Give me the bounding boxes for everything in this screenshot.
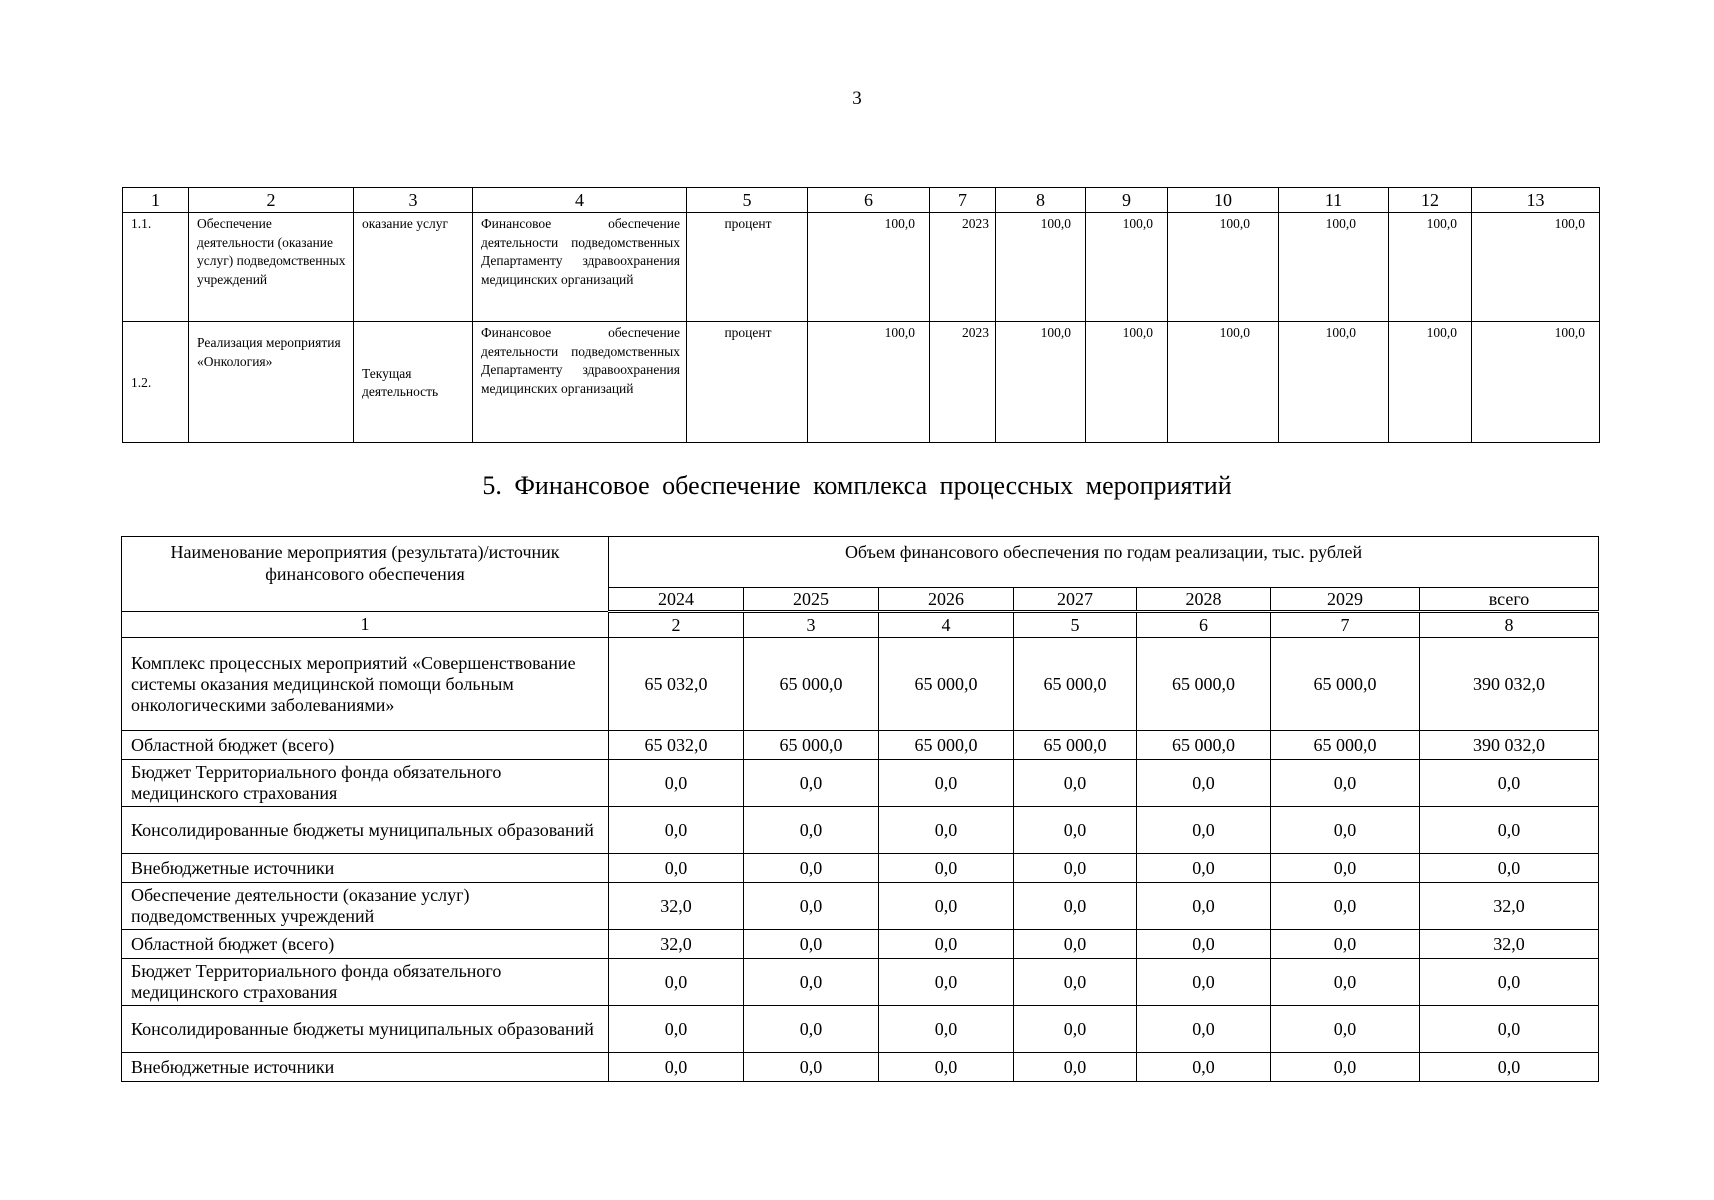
column-numbers-row	[122, 612, 1599, 638]
source-name: Внебюджетные источники	[122, 854, 609, 883]
table-row	[123, 322, 1600, 443]
year-header: 2024	[609, 588, 744, 612]
column-number: 8	[1420, 612, 1599, 638]
measure-name: Обеспечение деятельности (оказание услуг) подведомственных учреждений	[189, 213, 354, 322]
column-number: 7	[1271, 612, 1420, 638]
value-cell: 0,0	[879, 854, 1014, 883]
total-cell: 0,0	[1420, 1053, 1599, 1082]
value-cell: 0,0	[609, 807, 744, 854]
value-cell: 0,0	[879, 883, 1014, 930]
column-number: 6	[808, 188, 930, 213]
value-cell: 0,0	[879, 760, 1014, 807]
total-cell: 0,0	[1420, 807, 1599, 854]
unit-cell: процент	[687, 322, 808, 443]
source-name: Комплекс процессных мероприятий «Совершенствование системы оказания медицинской помощи больным онкологическими заболеваниями»	[122, 638, 609, 731]
page-number: 3	[852, 88, 862, 109]
total-cell: 0,0	[1420, 854, 1599, 883]
column-number: 3	[744, 612, 879, 638]
value-cell: 0,0	[744, 930, 879, 959]
value-cell: 100,0	[1168, 322, 1279, 443]
table-row	[122, 807, 1599, 854]
source-name: Бюджет Территориального фонда обязательного медицинского страхования	[122, 959, 609, 1006]
total-cell: 32,0	[1420, 930, 1599, 959]
value-cell: 0,0	[1014, 854, 1137, 883]
table-row	[122, 731, 1599, 760]
value-cell: 100,0	[1168, 213, 1279, 322]
source-name: Консолидированные бюджеты муниципальных образований	[122, 807, 609, 854]
value-cell: 0,0	[1137, 1006, 1271, 1053]
column-number: 2	[189, 188, 354, 213]
value-cell: 100,0	[1389, 322, 1472, 443]
column-number: 8	[996, 188, 1086, 213]
value-cell: 65 000,0	[1014, 731, 1137, 760]
year-header: 2029	[1271, 588, 1420, 612]
table-header-row	[122, 537, 1599, 588]
value-cell: 0,0	[609, 854, 744, 883]
total-cell: 390 032,0	[1420, 638, 1599, 731]
financing-table	[121, 536, 1599, 1082]
value-cell: 0,0	[609, 1053, 744, 1082]
measure-type: оказание услуг	[354, 213, 473, 322]
value-cell: 65 000,0	[1271, 638, 1420, 731]
value-cell: 0,0	[744, 1053, 879, 1082]
source-name: Областной бюджет (всего)	[122, 930, 609, 959]
value-cell: 65 000,0	[744, 638, 879, 731]
indicators-table	[122, 187, 1600, 443]
value-cell: 0,0	[1137, 959, 1271, 1006]
value-cell: 65 000,0	[879, 638, 1014, 731]
value-cell: 0,0	[879, 1053, 1014, 1082]
value-cell: 0,0	[1271, 1053, 1420, 1082]
value-cell: 0,0	[1137, 930, 1271, 959]
value-cell: 0,0	[744, 854, 879, 883]
value-cell: 32,0	[609, 930, 744, 959]
value-cell: 0,0	[1014, 930, 1137, 959]
value-cell: 0,0	[1271, 930, 1420, 959]
value-cell: 65 000,0	[1271, 731, 1420, 760]
value-cell: 0,0	[1014, 760, 1137, 807]
measure-description: Финансовое обеспечение деятельности подведомственных Департаменту здравоохранения медицинских организаций	[473, 322, 687, 443]
total-cell: 390 032,0	[1420, 731, 1599, 760]
total-cell: 0,0	[1420, 760, 1599, 807]
total-cell: 0,0	[1420, 959, 1599, 1006]
value-cell: 0,0	[1137, 854, 1271, 883]
source-name: Консолидированные бюджеты муниципальных образований	[122, 1006, 609, 1053]
row-number: 1.2.	[123, 322, 189, 443]
table-row	[122, 883, 1599, 930]
column-number: 1	[123, 188, 189, 213]
total-cell: 32,0	[1420, 883, 1599, 930]
value-cell: 32,0	[609, 883, 744, 930]
value-cell: 0,0	[744, 807, 879, 854]
year-cell: 2023	[930, 213, 996, 322]
value-cell: 0,0	[1014, 1006, 1137, 1053]
column-number: 6	[1137, 612, 1271, 638]
value-cell: 0,0	[609, 760, 744, 807]
measure-type: Текущая деятельность	[354, 322, 473, 443]
table-row	[122, 1006, 1599, 1053]
column-number: 1	[122, 612, 609, 638]
header-volume: Объем финансового обеспечения по годам реализации, тыс. рублей	[609, 537, 1599, 588]
value-cell: 0,0	[1014, 807, 1137, 854]
value-cell: 100,0	[996, 322, 1086, 443]
value-cell: 0,0	[879, 807, 1014, 854]
value-cell: 0,0	[1271, 807, 1420, 854]
value-cell: 100,0	[1389, 213, 1472, 322]
value-cell: 0,0	[1137, 883, 1271, 930]
value-cell: 65 000,0	[744, 731, 879, 760]
measure-description: Финансовое обеспечение деятельности подведомственных Департаменту здравоохранения медицинских организаций	[473, 213, 687, 322]
source-name: Областной бюджет (всего)	[122, 731, 609, 760]
column-number: 4	[473, 188, 687, 213]
value-cell: 100,0	[996, 213, 1086, 322]
value-cell: 0,0	[879, 959, 1014, 1006]
value-cell: 0,0	[1014, 959, 1137, 1006]
column-number: 5	[687, 188, 808, 213]
column-number: 9	[1086, 188, 1168, 213]
value-cell: 0,0	[1271, 883, 1420, 930]
value-cell: 100,0	[808, 213, 930, 322]
value-cell: 0,0	[744, 883, 879, 930]
column-number: 13	[1472, 188, 1600, 213]
year-header: всего	[1420, 588, 1599, 612]
value-cell: 65 000,0	[1014, 638, 1137, 731]
row-number: 1.1.	[123, 213, 189, 322]
value-cell: 0,0	[879, 930, 1014, 959]
table-row	[123, 213, 1600, 322]
column-number: 3	[354, 188, 473, 213]
measure-name: Реализация мероприятия «Онкология»	[189, 322, 354, 443]
column-number: 5	[1014, 612, 1137, 638]
value-cell: 100,0	[1279, 213, 1389, 322]
table-row	[122, 854, 1599, 883]
value-cell: 0,0	[1137, 807, 1271, 854]
value-cell: 100,0	[1086, 213, 1168, 322]
source-name: Бюджет Территориального фонда обязательного медицинского страхования	[122, 760, 609, 807]
value-cell: 0,0	[1271, 854, 1420, 883]
source-name: Внебюджетные источники	[122, 1053, 609, 1082]
value-cell: 100,0	[1472, 322, 1600, 443]
value-cell: 65 032,0	[609, 731, 744, 760]
section-title: 5. Финансовое обеспечение комплекса процессных мероприятий	[482, 471, 1232, 500]
total-cell: 0,0	[1420, 1006, 1599, 1053]
year-header: 2028	[1137, 588, 1271, 612]
header-name: Наименование мероприятия (результата)/источник финансового обеспечения	[122, 537, 609, 612]
value-cell: 0,0	[609, 959, 744, 1006]
value-cell: 100,0	[1086, 322, 1168, 443]
column-number: 2	[609, 612, 744, 638]
value-cell: 0,0	[1271, 959, 1420, 1006]
unit-cell: процент	[687, 213, 808, 322]
value-cell: 0,0	[1137, 1053, 1271, 1082]
table-row	[122, 930, 1599, 959]
column-number: 10	[1168, 188, 1279, 213]
table-row	[122, 959, 1599, 1006]
value-cell: 65 000,0	[1137, 731, 1271, 760]
year-header: 2026	[879, 588, 1014, 612]
value-cell: 65 000,0	[1137, 638, 1271, 731]
value-cell: 65 032,0	[609, 638, 744, 731]
value-cell: 100,0	[1472, 213, 1600, 322]
table-header-row	[123, 188, 1600, 213]
source-name: Обеспечение деятельности (оказание услуг) подведомственных учреждений	[122, 883, 609, 930]
value-cell: 100,0	[1279, 322, 1389, 443]
value-cell: 0,0	[1271, 760, 1420, 807]
column-number: 11	[1279, 188, 1389, 213]
value-cell: 0,0	[1271, 1006, 1420, 1053]
value-cell: 0,0	[744, 760, 879, 807]
column-number: 7	[930, 188, 996, 213]
value-cell: 0,0	[1137, 760, 1271, 807]
value-cell: 0,0	[1014, 883, 1137, 930]
year-header: 2025	[744, 588, 879, 612]
column-number: 4	[879, 612, 1014, 638]
table-row	[122, 760, 1599, 807]
value-cell: 0,0	[1014, 1053, 1137, 1082]
value-cell: 0,0	[879, 1006, 1014, 1053]
table-row	[122, 638, 1599, 731]
value-cell: 0,0	[609, 1006, 744, 1053]
value-cell: 0,0	[744, 1006, 879, 1053]
table-row	[122, 1053, 1599, 1082]
column-number: 12	[1389, 188, 1472, 213]
value-cell: 0,0	[744, 959, 879, 1006]
year-cell: 2023	[930, 322, 996, 443]
value-cell: 100,0	[808, 322, 930, 443]
year-header: 2027	[1014, 588, 1137, 612]
value-cell: 65 000,0	[879, 731, 1014, 760]
